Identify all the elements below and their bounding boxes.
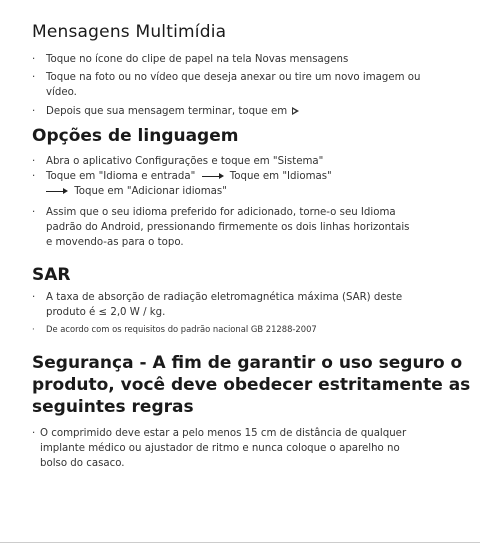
list-item-text: O comprimido deve estar a pelo menos 15 cm de distância de qualquer	[40, 428, 407, 439]
list-item	[32, 322, 452, 337]
heading-line: produto, você deve obedecer estritamente as	[32, 375, 471, 395]
list-item-text: Toque em "Idioma e entrada"	[46, 171, 196, 182]
list-item-text: Toque em "Adicionar idiomas"	[74, 186, 227, 197]
list-item	[32, 70, 452, 100]
list-item-text: bolso do casaco.	[40, 458, 125, 469]
bullet: ·	[32, 207, 36, 218]
list-item-text: produto é ≤ 2,0 W / kg.	[46, 307, 166, 318]
list-item-text: vídeo.	[46, 87, 77, 98]
bullet: ·	[32, 54, 36, 65]
heading-line: seguintes regras	[32, 397, 194, 417]
list-item-text: padrão do Android, pressionando firmemente os dois linhas horizontais	[46, 222, 410, 233]
list-item-text: De acordo com os requisitos do padrão nacional GB 21288-2007	[46, 324, 317, 334]
bullet: ·	[32, 428, 36, 439]
heading-line: Segurança - A fim de garantir o uso seguro o	[32, 353, 463, 373]
list-item-text: e movendo-as para o topo.	[46, 237, 184, 248]
list-item-text: Toque na foto ou no vídeo que deseja anexar ou tire um novo imagem ou	[46, 72, 421, 83]
list-item-text: Assim que o seu idioma preferido for adicionado, torne-o seu Idioma	[46, 207, 396, 218]
list-item-text: Abra o aplicativo Configurações e toque em "Sistema"	[46, 156, 324, 167]
send-icon	[292, 107, 299, 115]
section-heading-safety	[32, 352, 471, 418]
list-item	[32, 52, 452, 67]
list-item-text: Toque em "Idiomas"	[229, 171, 332, 182]
bullet: ·	[32, 156, 36, 167]
list-item	[32, 104, 452, 119]
list-item	[32, 426, 452, 471]
list-item	[32, 290, 452, 320]
list-item	[32, 169, 452, 199]
list-item-text: A taxa de absorção de radiação eletromagnética máxima (SAR) deste	[46, 292, 403, 303]
section-heading-sar: SAR	[32, 265, 71, 285]
list-item-text: Toque no ícone do clipe de papel na tela Novas mensagens	[46, 54, 349, 65]
section-heading-multimedia: Mensagens Multimídia	[32, 22, 227, 42]
bullet: ·	[32, 171, 36, 182]
bullet: ·	[32, 72, 36, 83]
bullet: ·	[32, 106, 36, 117]
list-item-text: Depois que sua mensagem terminar, toque em	[46, 106, 288, 117]
list-item	[32, 154, 452, 169]
bullet: ·	[32, 324, 35, 334]
bullet: ·	[32, 292, 36, 303]
list-item-text: implante médico ou ajustador de ritmo e nunca coloque o aparelho no	[40, 443, 400, 454]
arrow-right-icon	[46, 188, 68, 194]
list-item	[32, 205, 452, 250]
arrow-right-icon	[202, 173, 224, 179]
section-heading-language: Opções de linguagem	[32, 126, 239, 146]
